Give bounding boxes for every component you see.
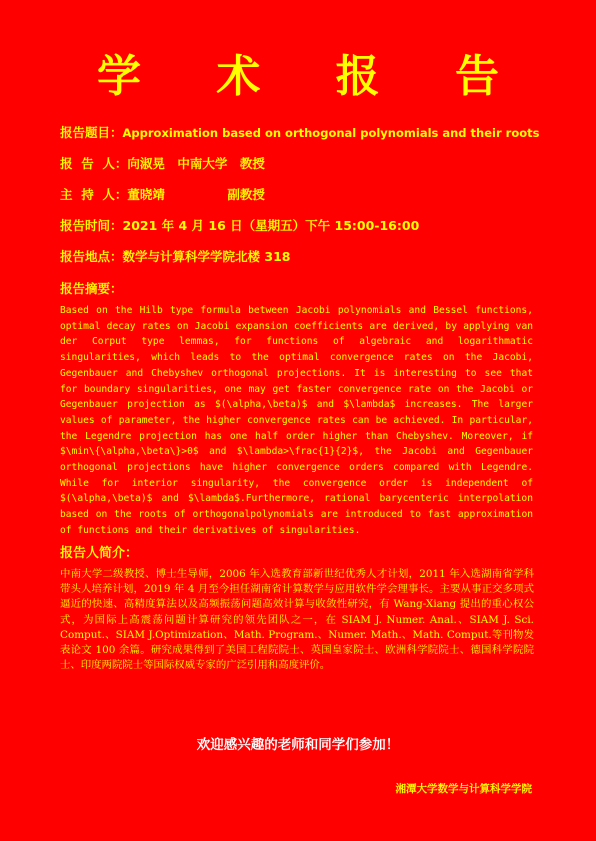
abstract-heading: 报告摘要：	[60, 281, 123, 296]
welcome-message: 欢迎感兴趣的老师和同学们参加！	[196, 737, 400, 753]
place-text: 数学与计算科学学院北楼 318	[122, 249, 291, 264]
topic-line	[60, 123, 540, 141]
host-line	[60, 185, 540, 203]
place-line	[60, 247, 540, 265]
poster-title: 学 术 报 告	[97, 51, 529, 102]
time-text: 2021 年 4 月 16 日（星期五）下午 15:00-16:00	[122, 218, 420, 233]
speaker-line	[60, 154, 540, 172]
topic-text: Approximation based on orthogonal polynomials and their roots	[122, 126, 540, 140]
place-label: 报告地点：	[60, 249, 123, 264]
host-text: 董晓靖 副教授	[127, 187, 265, 202]
bio-text: 中南大学二级教授、博士生导师，2006 年入选教育部新世纪优秀人才计划，2011 年入选湖南省学科带头人培养计划，2019 年 4 月至今担任湖南省计算数学与应用软件学会理事长。主要从事正交多项式逼近的快速、高精度算法以及高频振荡问题高效计算与收敛性研究，有 Wang-Xiang 提出的重心权公式，为国际上高震荡问题计算研究的领先团队之一，在 SIAM J. Numer. Anal.、SIAM J. Sci. Comput.、SIAM J.Optimization、Math. Program.、Numer. Math.、Math. Comput.等刊物发表论文 100 余篇。研究成果得到了美国工程院院士、英国皇家院士、欧洲科学院院士、德国科学院院士、印度两院院士等国际权威专家的广泛引用和高度评价。	[60, 568, 534, 672]
speaker-label: 报 告 人：	[60, 156, 128, 171]
topic-label: 报告题目：	[60, 125, 123, 140]
host-label: 主 持 人：	[60, 187, 128, 202]
bio-heading: 报告人简介：	[60, 546, 139, 561]
organizer-name: 湘潭大学数学与计算科学学院	[395, 783, 532, 795]
time-line	[60, 216, 540, 234]
abstract-text: Based on the Hilb type formula between Jacobi polynomials and Bessel functions, optimal decay rates on Jacobi expansion coefficients are derived, by applying van der Corput type lemmas, for functions of algebraic and logarithmatic singularities, which leads to the optimal convergence rates on the Jacobi, Gegenbauer and Chebyshev orthogonal projections. It is interesting to see that for boundary singularities, one may get faster convergence rate on the Jacobi or Gegenbauer projection as $(\alpha,\beta)$ and $\lambda$ increases. The larger values of parameter, the higher convergence rates can be achieved. In particular, the Legendre projection has one half order higher than Chebyshev. Moreover, if $\min\{\alpha,\beta\}>0$ and $\lambda>\frac{1}{2}$, the Jacobi and Gegenbauer orthogonal projections have higher convergence orders compared with Legendre. While for interior singularity, the convergence order is independent of $(\alpha,\beta)$ and $\lambda$.Furthermore, rational barycenteric interpolation based on the roots of orthogonalpolynomials are introduced to fast approximation of functions and their derivatives of singularities.	[60, 305, 533, 536]
speaker-text: 向淑晃 中南大学 教授	[127, 156, 265, 171]
time-label: 报告时间：	[60, 218, 123, 233]
